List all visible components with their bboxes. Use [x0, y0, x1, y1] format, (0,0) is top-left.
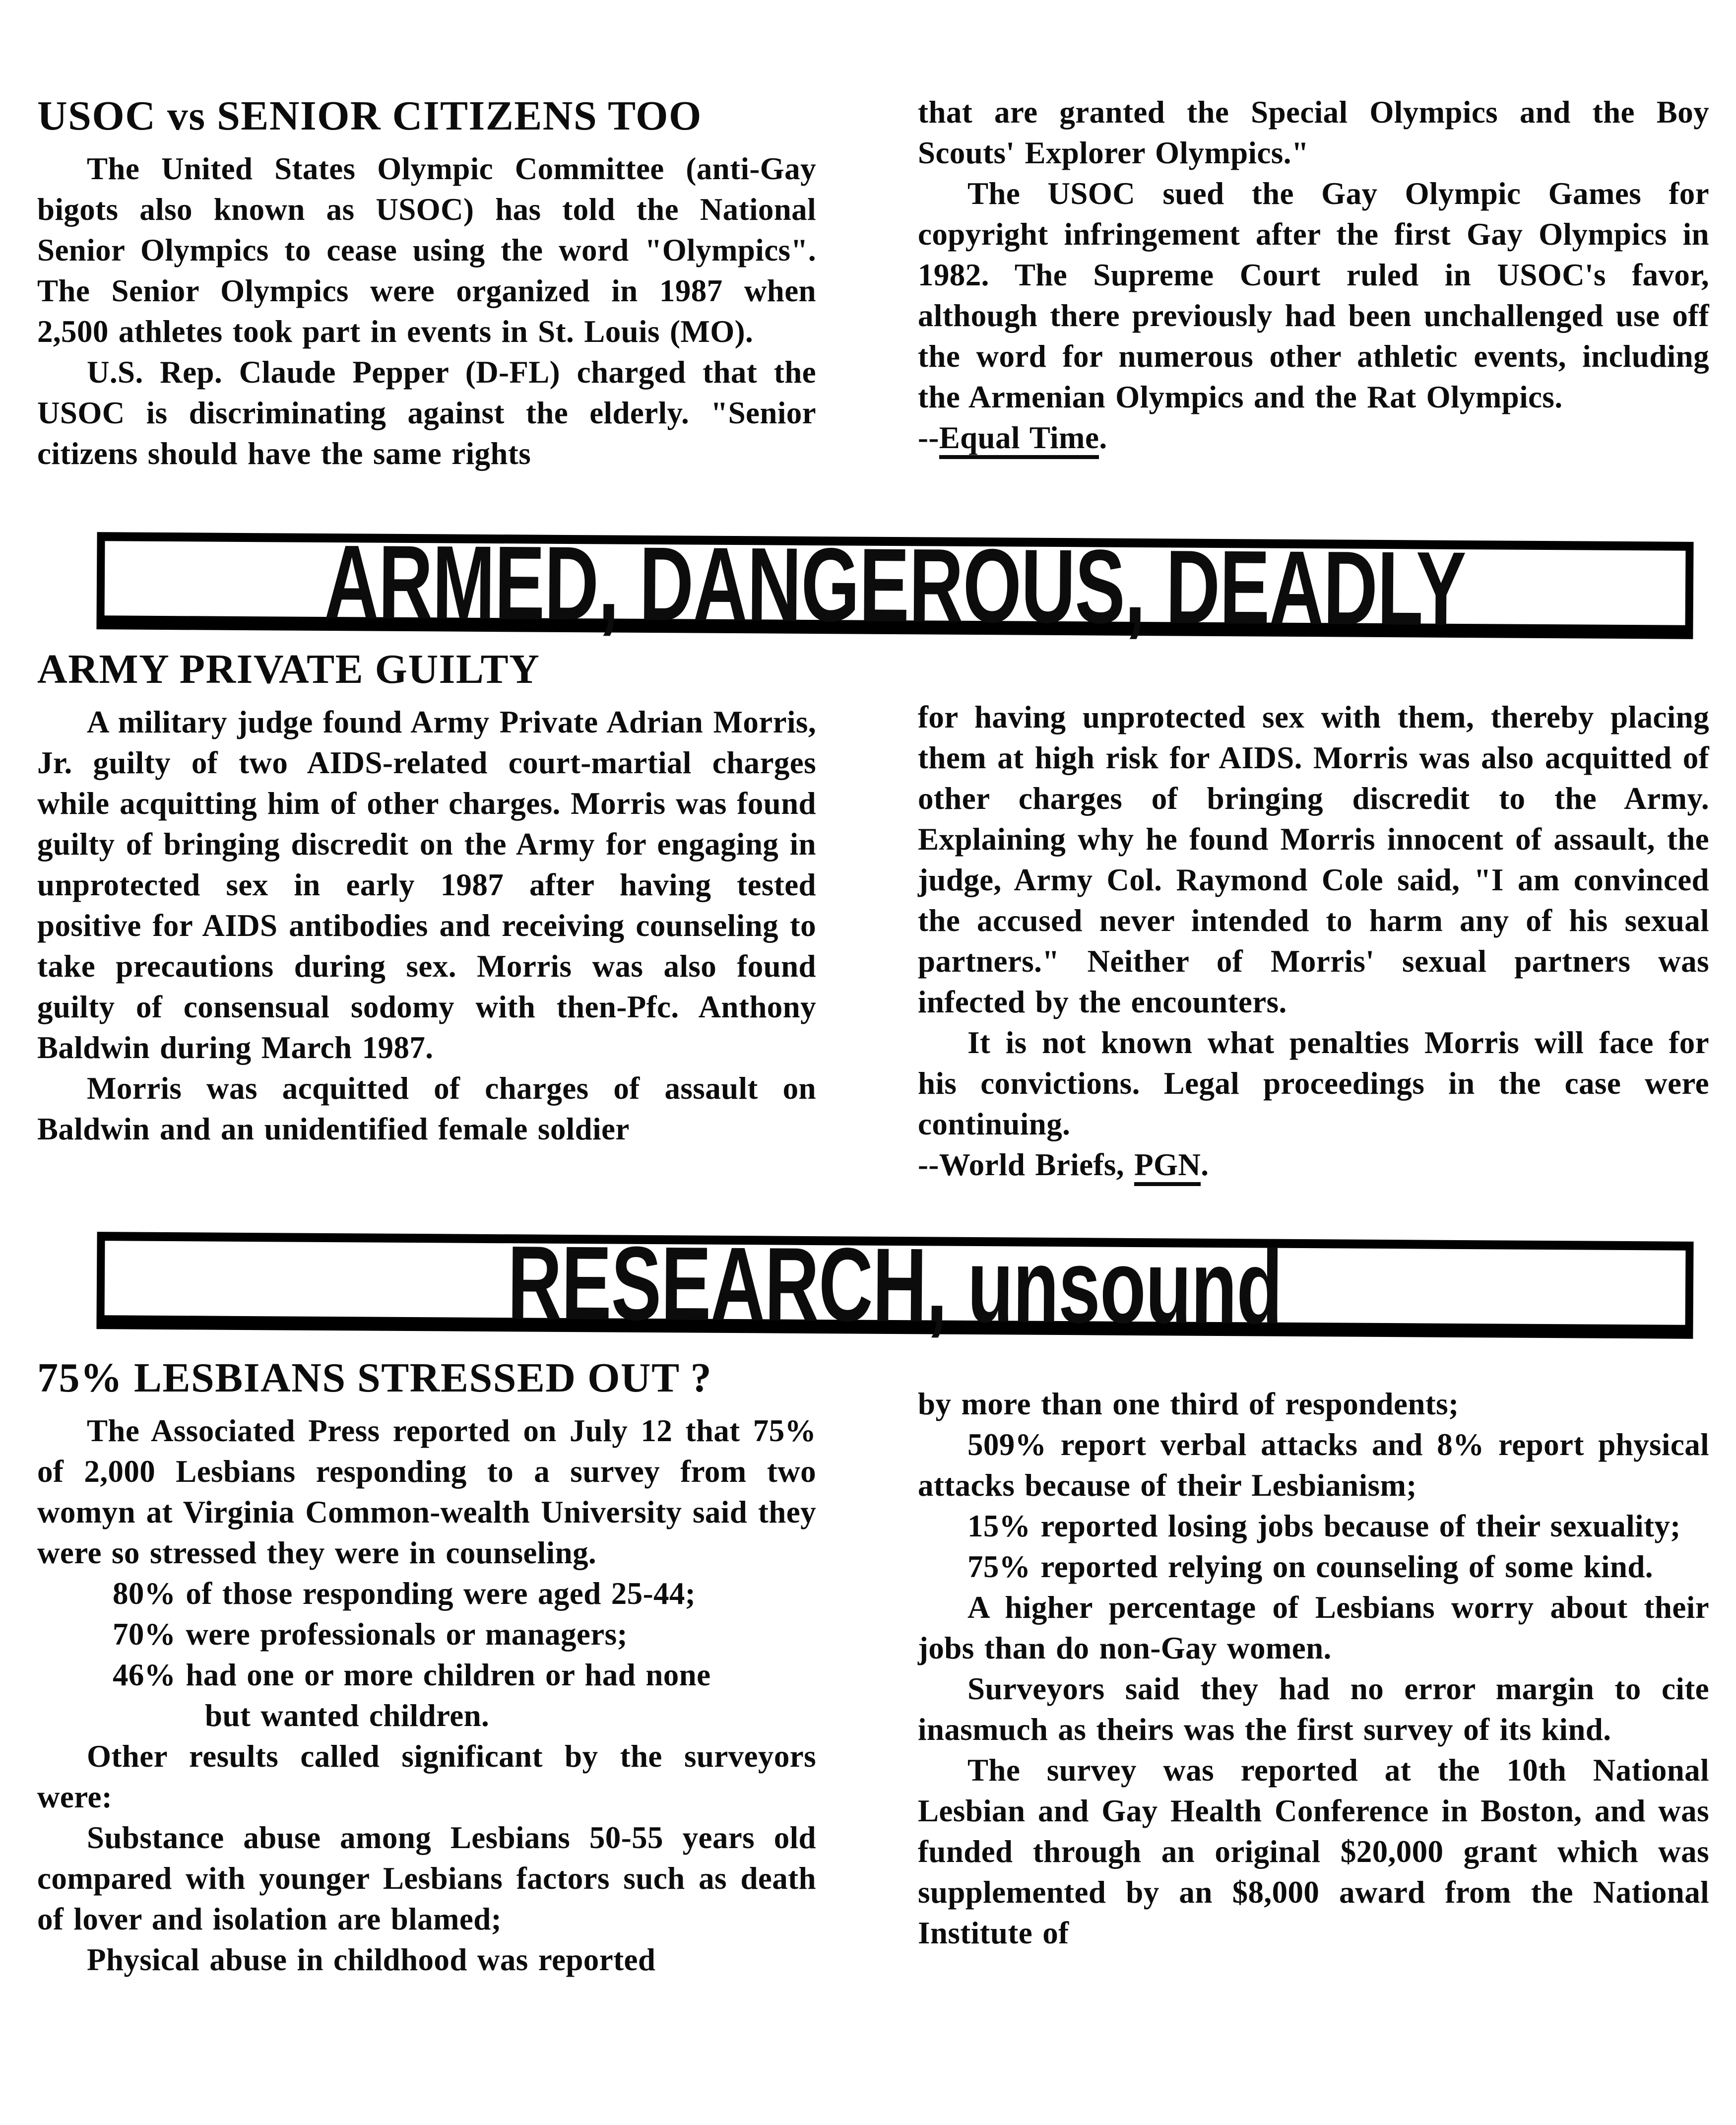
- article-army-private: [37, 645, 1709, 1185]
- section-banner-armed-dangerous-deadly: [96, 523, 1693, 647]
- article-survey-right-column: [918, 1384, 1709, 1953]
- banner-title: ARMED, DANGEROUS, DEADLY: [324, 523, 1466, 647]
- section-banner-research-unsound: [96, 1224, 1693, 1346]
- banner-title: RESEARCH, unsound: [507, 1224, 1283, 1346]
- paragraph: Physical abuse in childhood was reported: [87, 1942, 656, 1977]
- credit-line: [918, 417, 1709, 458]
- paragraph: Surveyors said they had no error margin to cite inasmuch as theirs was the first survey of its kind.: [918, 1671, 1709, 1747]
- paragraph: U.S. Rep. Claude Pepper (D-FL) charged that the USOC is discriminating against the elderly. "Senior citizens should have the same rights: [37, 355, 816, 471]
- paragraph: that are granted the Special Olympics and the Boy Scouts' Explorer Olympics.": [918, 95, 1709, 170]
- credit-prefix: --: [918, 420, 939, 455]
- credit-suffix: .: [1201, 1147, 1209, 1182]
- paragraph: 15% reported losing jobs because of their sexuality;: [967, 1509, 1681, 1543]
- paragraph: The survey was reported at the 10th National Lesbian and Gay Health Conference in Boston, and was funded through an original $20,000 grant which was supplemented by an $8,000 award from the National Institute of: [918, 1753, 1709, 1950]
- survey-stat-item: 80% of those responding were aged 25-44;: [113, 1576, 696, 1611]
- paragraph: The United States Olympic Committee (anti-Gay bigots also known as USOC) has told the National Senior Olympics to cease using the word "Olympics". The Senior Olympics were organized in 1987 when 2,500 athletes took part in events in St. Louis (MO).: [37, 151, 816, 349]
- paragraph: 75% reported relying on counseling of some kind.: [967, 1549, 1653, 1584]
- credit-source: Equal Time: [939, 420, 1099, 459]
- paragraph: It is not known what penalties Morris will face for his convictions. Legal proceedings in the case were continuing.: [918, 1025, 1709, 1141]
- paragraph: 509% report verbal attacks and 8% report physical attacks because of their Lesbianism;: [918, 1427, 1709, 1503]
- survey-stat-item: 70% were professionals or managers;: [113, 1617, 628, 1652]
- paragraph: A military judge found Army Private Adrian Morris, Jr. guilty of two AIDS-related court-martial charges while acquitting him of other charges. Morris was found guilty of bringing discredit on the Army for engaging in unprotected sex in early 1987 after having tested positive for AIDS antibodies and receiving counseling to take precautions during sex. Morris was also found guilty of consensual sodomy with then-Pfc. Anthony Baldwin during March 1987.: [37, 705, 816, 1065]
- article-headline: ARMY PRIVATE GUILTY: [37, 646, 540, 692]
- survey-stat-item: 46% had one or more children or had none: [113, 1658, 711, 1692]
- paragraph: The USOC sued the Gay Olympic Games for copyright infringement after the first Gay Olympics in 1982. The Supreme Court ruled in USOC's favor, although there previously had been unchallenged use off the word for numerous other athletic events, including the Armenian Olympics and the Rat Olympics.: [918, 176, 1709, 414]
- article-headline: USOC vs SENIOR CITIZENS TOO: [37, 93, 702, 139]
- credit-line: [918, 1144, 1709, 1185]
- paragraph: Substance abuse among Lesbians 50-55 years old compared with younger Lesbians factors such as death of lover and isolation are blamed;: [37, 1820, 816, 1936]
- paragraph: A higher percentage of Lesbians worry about their jobs than do non-Gay women.: [918, 1590, 1709, 1665]
- article-usoc: [37, 92, 1709, 474]
- article-survey-left-column: [37, 1354, 816, 1980]
- credit-source: PGN: [1134, 1147, 1201, 1186]
- article-army-left-column: [37, 645, 816, 1149]
- article-army-right-column: [918, 697, 1709, 1185]
- credit-prefix: --World Briefs,: [918, 1147, 1135, 1182]
- paragraph: for having unprotected sex with them, thereby placing them at high risk for AIDS. Morris was also acquitted of other charges of bringing discredit to the Army. Explaining why he found Morris innocent of assault, the judge, Army Col. Raymond Cole said, "I am convinced the accused never intended to harm any of his sexual partners." Neither of Morris' sexual partners was infected by the encounters.: [918, 700, 1709, 1019]
- paragraph: by more than one third of respondents;: [918, 1387, 1459, 1421]
- article-lesbians-survey: [37, 1354, 1709, 1980]
- paragraph: The Associated Press reported on July 12 that 75% of 2,000 Lesbians responding to a survey from two womyn at Virginia Common-wealth University said they were so stressed they were in counseling.: [37, 1413, 816, 1570]
- credit-suffix: .: [1099, 420, 1107, 455]
- paragraph: Other results called significant by the surveyors were:: [37, 1739, 816, 1814]
- article-headline: 75% LESBIANS STRESSED OUT ?: [37, 1355, 712, 1401]
- survey-stat-item-continuation: but wanted children.: [205, 1698, 490, 1733]
- article-usoc-left-column: [37, 92, 816, 474]
- paragraph: Morris was acquitted of charges of assault on Baldwin and an unidentified female soldier: [37, 1071, 816, 1146]
- article-usoc-right-column: [918, 92, 1709, 458]
